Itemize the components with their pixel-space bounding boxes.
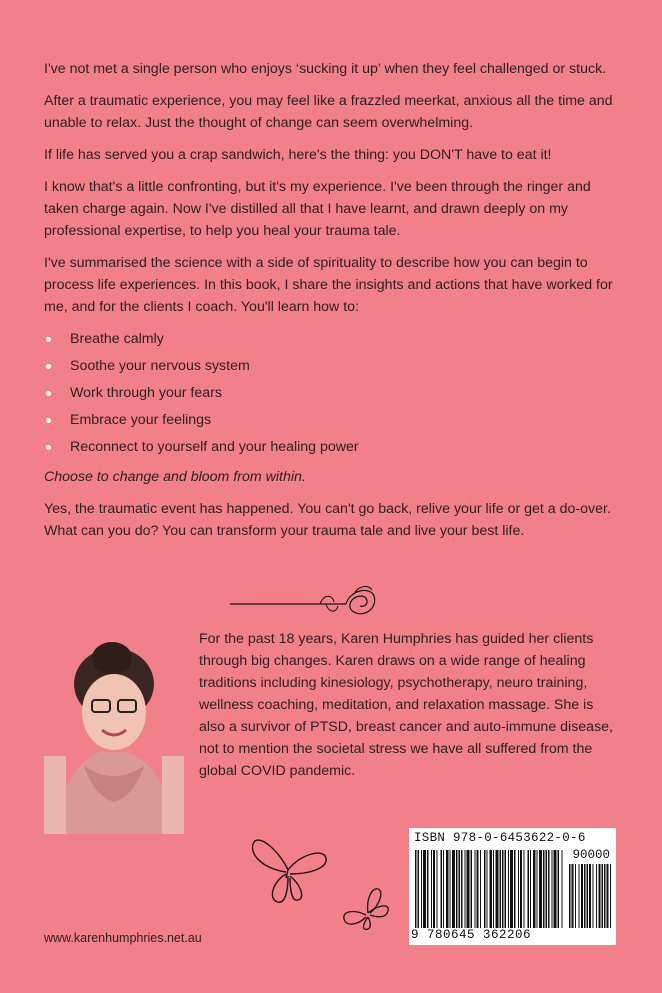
bullet-item: Soothe your nervous system (44, 355, 614, 377)
butterfly-icon (250, 832, 330, 907)
blurb (44, 58, 614, 552)
barcode (409, 828, 616, 945)
paragraph-5: I've summarised the science with a side of spirituality to describe how you can begin to process life experiences. In this book, I share the insights and actions that have worked for me, and for the clients I coach. You'll learn how to: (44, 255, 613, 315)
bullet-list (44, 328, 614, 458)
ean-digits: 9 780645 362206 (411, 928, 532, 942)
barcode-addon-bars (569, 864, 611, 928)
author-photo (44, 636, 184, 834)
bullet-item: Embrace your feelings (44, 409, 614, 431)
butterfly-icon (340, 885, 392, 933)
paragraph-2: After a traumatic experience, you may feel like a frazzled meerkat, anxious all the time and unable to relax. Just the thought of change can seem overwhelming. (44, 93, 613, 131)
paragraph-4: I know that's a little confronting, but it's my experience. I've been through the ringer and taken charge again. Now I've distilled all that I have learnt, and drawn deeply on my professional expertise, to help you heal your trauma tale. (44, 179, 591, 239)
rose-icon (228, 582, 378, 622)
bullet-item: Work through your fears (44, 382, 614, 404)
bullet-item: Reconnect to yourself and your healing power (44, 436, 614, 458)
author-bio: For the past 18 years, Karen Humphries has guided her clients through big changes. Karen draws on a wide range of healing traditions including kinesiology, psychotherapy, neuro training, wellness coaching, meditation, and relaxation massage. She is also a survivor of PTSD, breast cancer and auto-immune disease, not to mention the societal stress we have all suffered from the global COVID pandemic. (199, 631, 613, 779)
closing-paragraph: Yes, the traumatic event has happened. You can't go back, relive your life or get a do-over. What can you do? You can transform your trauma tale and live your best life. (44, 501, 611, 539)
paragraph-1: I've not met a single person who enjoys ‘sucking it up’ when they feel challenged or stuck. (44, 61, 607, 77)
barcode-bars (415, 850, 563, 928)
tagline: Choose to change and bloom from within. (44, 469, 306, 485)
isbn-text: ISBN 978-0-6453622-0-6 (414, 831, 586, 845)
website-url: www.karenhumphries.net.au (44, 931, 202, 945)
paragraph-3: If life has served you a crap sandwich, here's the thing: you DON'T have to eat it! (44, 147, 552, 163)
addon-digits: 90000 (572, 848, 610, 862)
bullet-item: Breathe calmly (44, 328, 614, 350)
